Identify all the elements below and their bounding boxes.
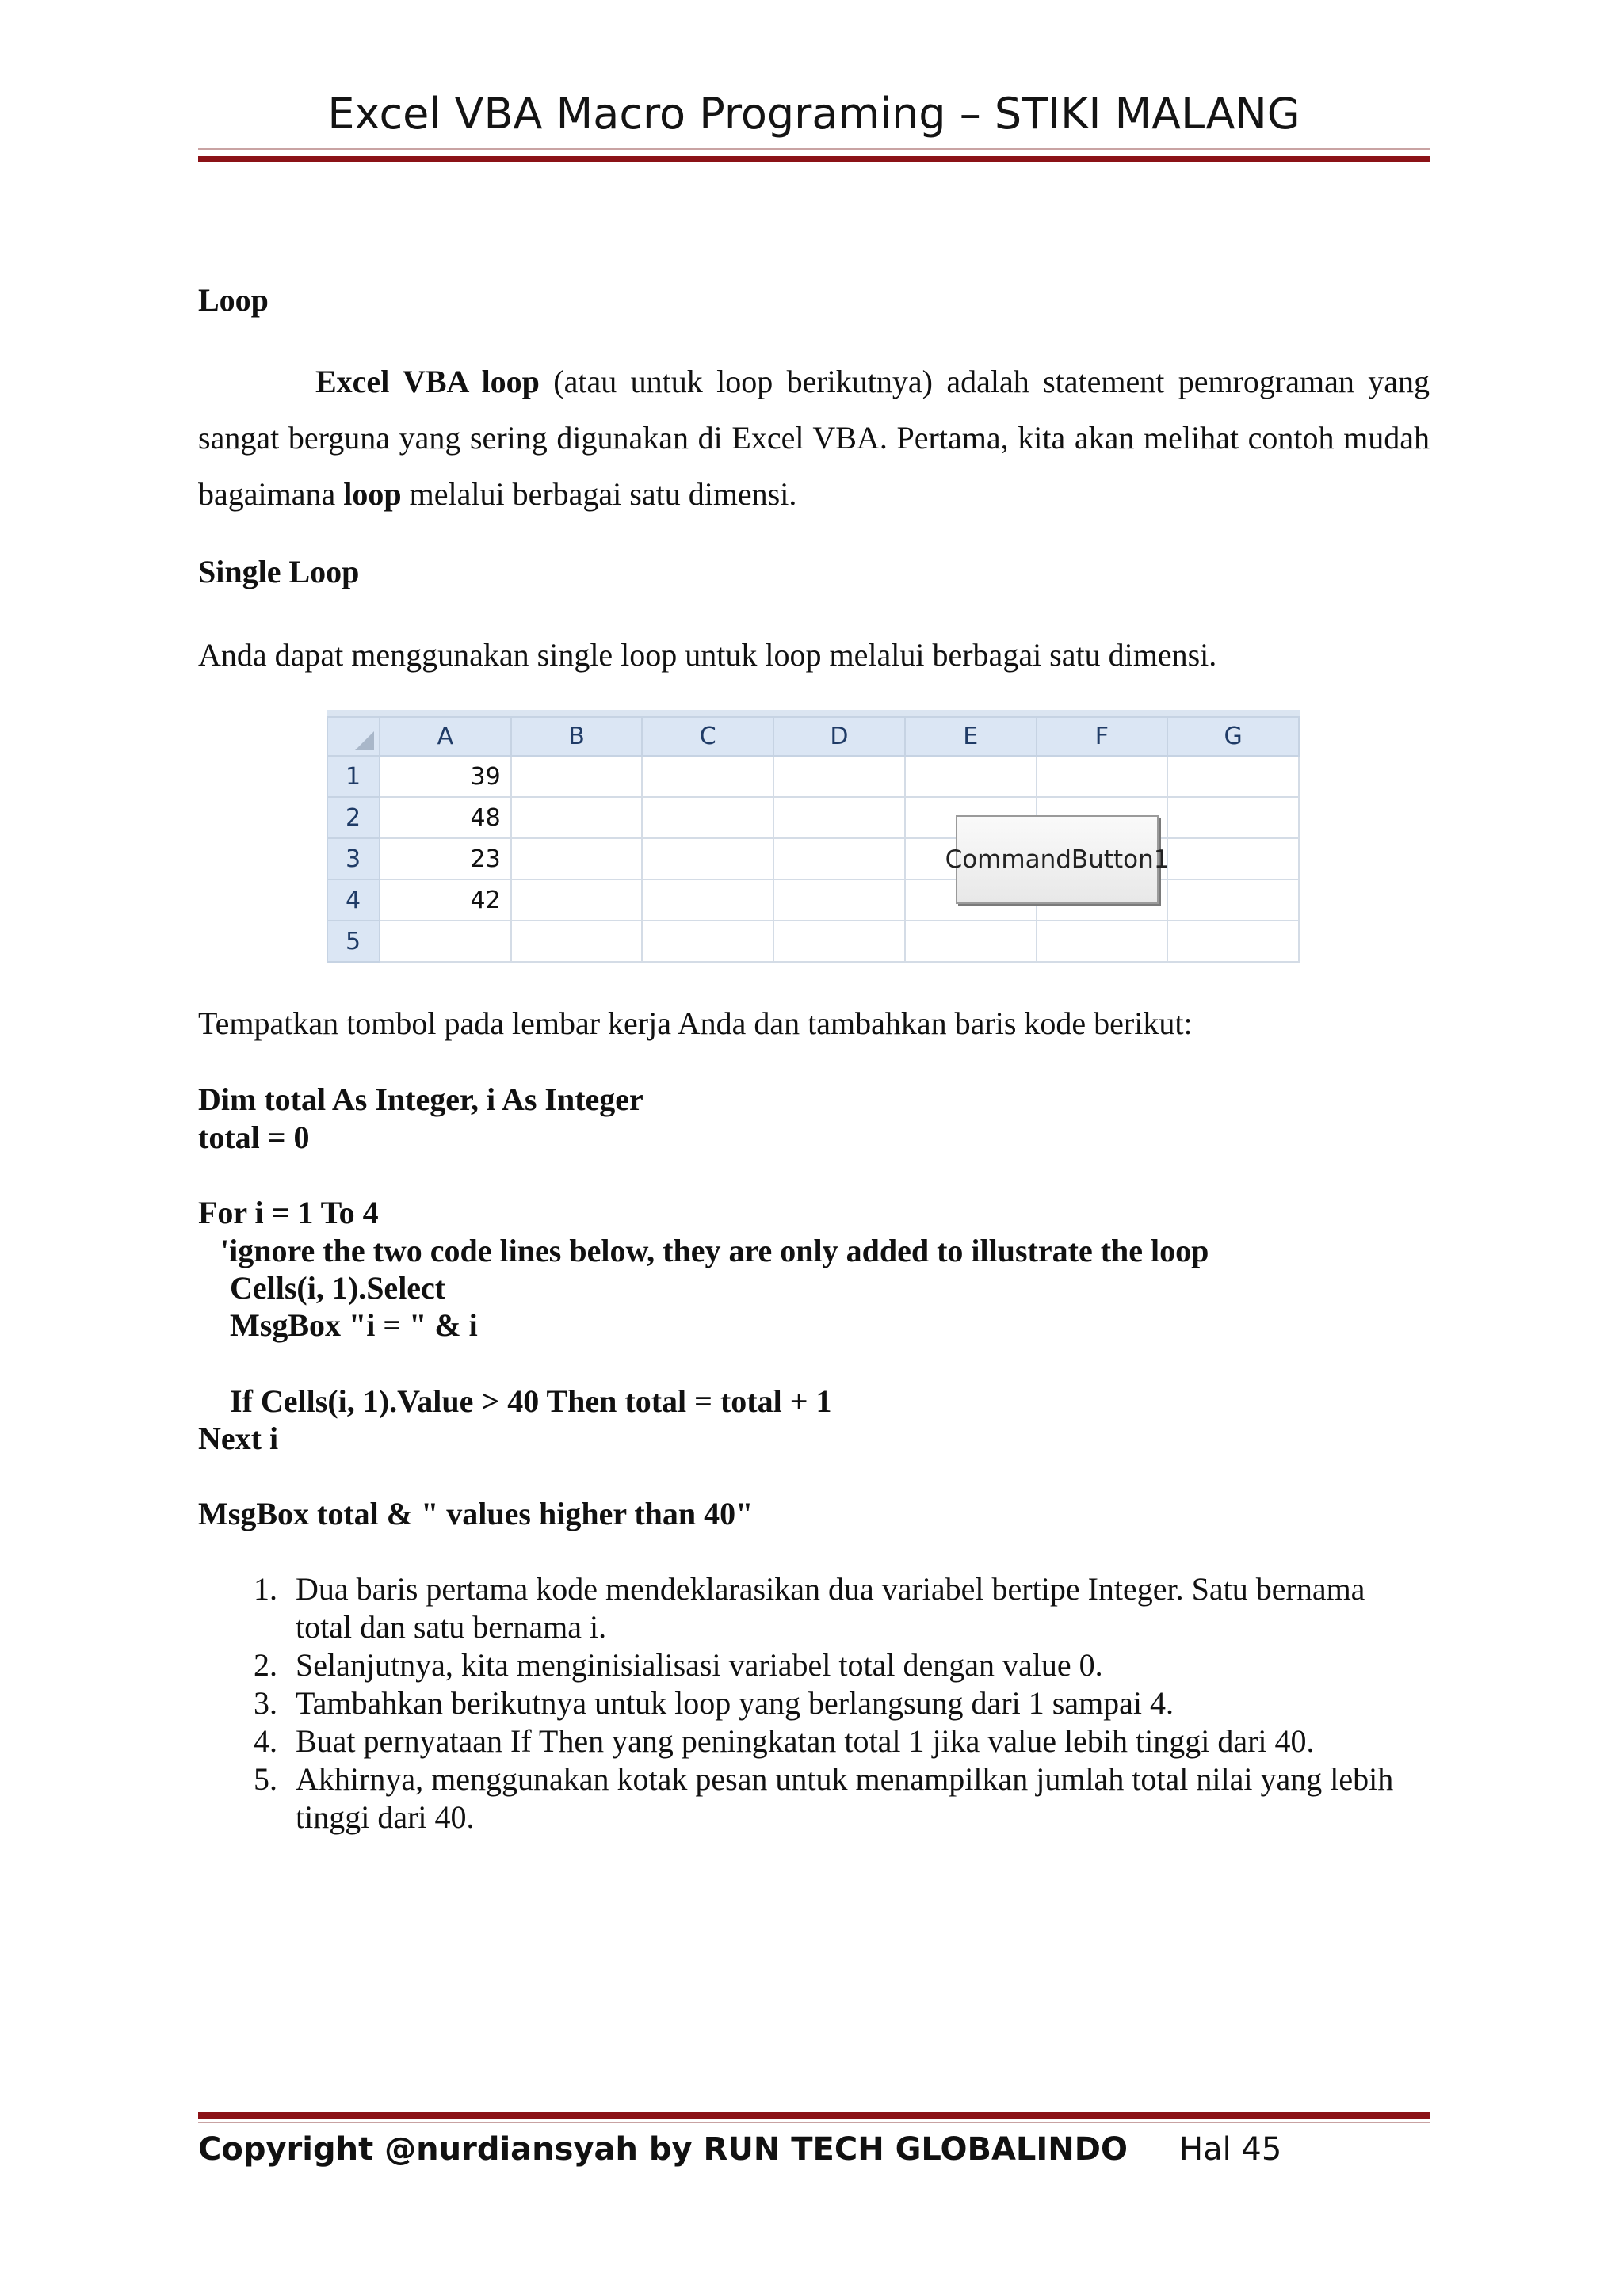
- column-header[interactable]: D: [773, 717, 905, 756]
- code-line-next: Next i: [198, 1421, 279, 1456]
- list-item: Akhirnya, menggunakan kotak pesan untuk menampilkan jumlah total nilai yang lebih tinggi dari 40.: [296, 1761, 1394, 1835]
- select-all-corner[interactable]: [327, 717, 380, 756]
- list-number: 1.: [254, 1571, 277, 1607]
- cell[interactable]: [642, 879, 773, 921]
- cell-a5[interactable]: [380, 921, 511, 962]
- code-line-total-init: total = 0: [198, 1119, 310, 1155]
- single-loop-description: Anda dapat menggunakan single loop untuk loop melalui berbagai satu dimensi.: [198, 637, 1217, 673]
- row-header[interactable]: 3: [327, 838, 380, 879]
- cell[interactable]: [642, 838, 773, 879]
- row-header[interactable]: 2: [327, 797, 380, 838]
- list-item: Buat pernyataan If Then yang peningkatan total 1 jika value lebih tinggi dari 40.: [296, 1723, 1315, 1759]
- cell[interactable]: [773, 756, 905, 797]
- intro-text-2: melalui berbagai satu dimensi.: [401, 476, 797, 512]
- code-line-comment: 'ignore the two code lines below, they are only added to illustrate the loop: [220, 1233, 1209, 1268]
- footer-thick-rule: [198, 2112, 1430, 2119]
- cell[interactable]: [1167, 921, 1299, 962]
- list-number: 2.: [254, 1647, 277, 1683]
- cell[interactable]: [642, 921, 773, 962]
- table-row: [327, 756, 1299, 797]
- code-line-dim: Dim total As Integer, i As Integer: [198, 1081, 643, 1117]
- code-line-select: Cells(i, 1).Select: [230, 1270, 446, 1306]
- list-item: Tambahkan berikutnya untuk loop yang berlangsung dari 1 sampai 4.: [296, 1685, 1174, 1721]
- cell[interactable]: [511, 838, 643, 879]
- list-number: 4.: [254, 1723, 277, 1759]
- cell[interactable]: [511, 921, 643, 962]
- code-line-if: If Cells(i, 1).Value > 40 Then total = total + 1: [230, 1383, 832, 1419]
- list-item: Dua baris pertama kode mendeklarasikan dua variabel bertipe Integer. Satu bernama total dan satu bernama i.: [296, 1571, 1365, 1645]
- column-header[interactable]: E: [905, 717, 1037, 756]
- cell[interactable]: [1167, 879, 1299, 921]
- cell[interactable]: [1037, 921, 1168, 962]
- intro-bold-loop: loop: [343, 476, 402, 512]
- list-number: 5.: [254, 1761, 277, 1797]
- cell[interactable]: [642, 797, 773, 838]
- cell[interactable]: [1037, 756, 1168, 797]
- intro-text-1: (atau untuk loop berikutnya) adalah statement pemrograman yang sangat berguna yang sering digunakan di Excel VBA. Pertama, kita akan melihat contoh mudah bagaimana: [198, 364, 1430, 512]
- cell-a2[interactable]: 48: [380, 797, 511, 838]
- code-line-for: For i = 1 To 4: [198, 1195, 379, 1230]
- row-header[interactable]: 4: [327, 879, 380, 921]
- column-header[interactable]: A: [380, 717, 511, 756]
- intro-paragraph: [198, 353, 1430, 522]
- table-row: [327, 921, 1299, 962]
- row-header[interactable]: 1: [327, 756, 380, 797]
- cell[interactable]: [511, 756, 643, 797]
- cell-a1[interactable]: 39: [380, 756, 511, 797]
- cell[interactable]: [1167, 838, 1299, 879]
- column-header[interactable]: G: [1167, 717, 1299, 756]
- list-item: Selanjutnya, kita menginisialisasi variabel total dengan value 0.: [296, 1647, 1103, 1683]
- column-header[interactable]: B: [511, 717, 643, 756]
- row-header[interactable]: 5: [327, 921, 380, 962]
- command-button[interactable]: CommandButton1: [956, 815, 1159, 904]
- cell[interactable]: [905, 756, 1037, 797]
- cell[interactable]: [773, 879, 905, 921]
- footer-thin-rule: [198, 2122, 1430, 2123]
- cell[interactable]: [1167, 756, 1299, 797]
- section-heading-single-loop: Single Loop: [198, 554, 360, 589]
- code-line-msgbox-total: MsgBox total & " values higher than 40": [198, 1496, 754, 1531]
- cell[interactable]: [511, 879, 643, 921]
- page-header-title: Excel VBA Macro Programing – STIKI MALANG: [327, 89, 1300, 139]
- instruction-text: Tempatkan tombol pada lembar kerja Anda dan tambahkan baris kode berikut:: [198, 1005, 1193, 1041]
- header-thick-rule: [198, 156, 1430, 162]
- cell[interactable]: [642, 756, 773, 797]
- header-thin-rule: [198, 148, 1430, 150]
- cell[interactable]: [1167, 797, 1299, 838]
- list-number: 3.: [254, 1685, 277, 1721]
- intro-bold-term: Excel VBA loop: [315, 364, 540, 399]
- column-header[interactable]: C: [642, 717, 773, 756]
- column-header[interactable]: F: [1037, 717, 1168, 756]
- sheet-top-edge: [327, 710, 1300, 716]
- code-line-msgbox-i: MsgBox "i = " & i: [230, 1307, 478, 1343]
- cell[interactable]: [905, 921, 1037, 962]
- cell[interactable]: [773, 921, 905, 962]
- footer-copyright: Copyright @nurdiansyah by RUN TECH GLOBALINDO: [198, 2131, 1128, 2168]
- cell[interactable]: [773, 838, 905, 879]
- cell[interactable]: [511, 797, 643, 838]
- section-heading-loop: Loop: [198, 282, 269, 318]
- cell-a4[interactable]: 42: [380, 879, 511, 921]
- cell[interactable]: [773, 797, 905, 838]
- footer-page-number: Hal 45: [1179, 2131, 1282, 2168]
- cell-a3[interactable]: 23: [380, 838, 511, 879]
- select-all-icon: [355, 731, 374, 750]
